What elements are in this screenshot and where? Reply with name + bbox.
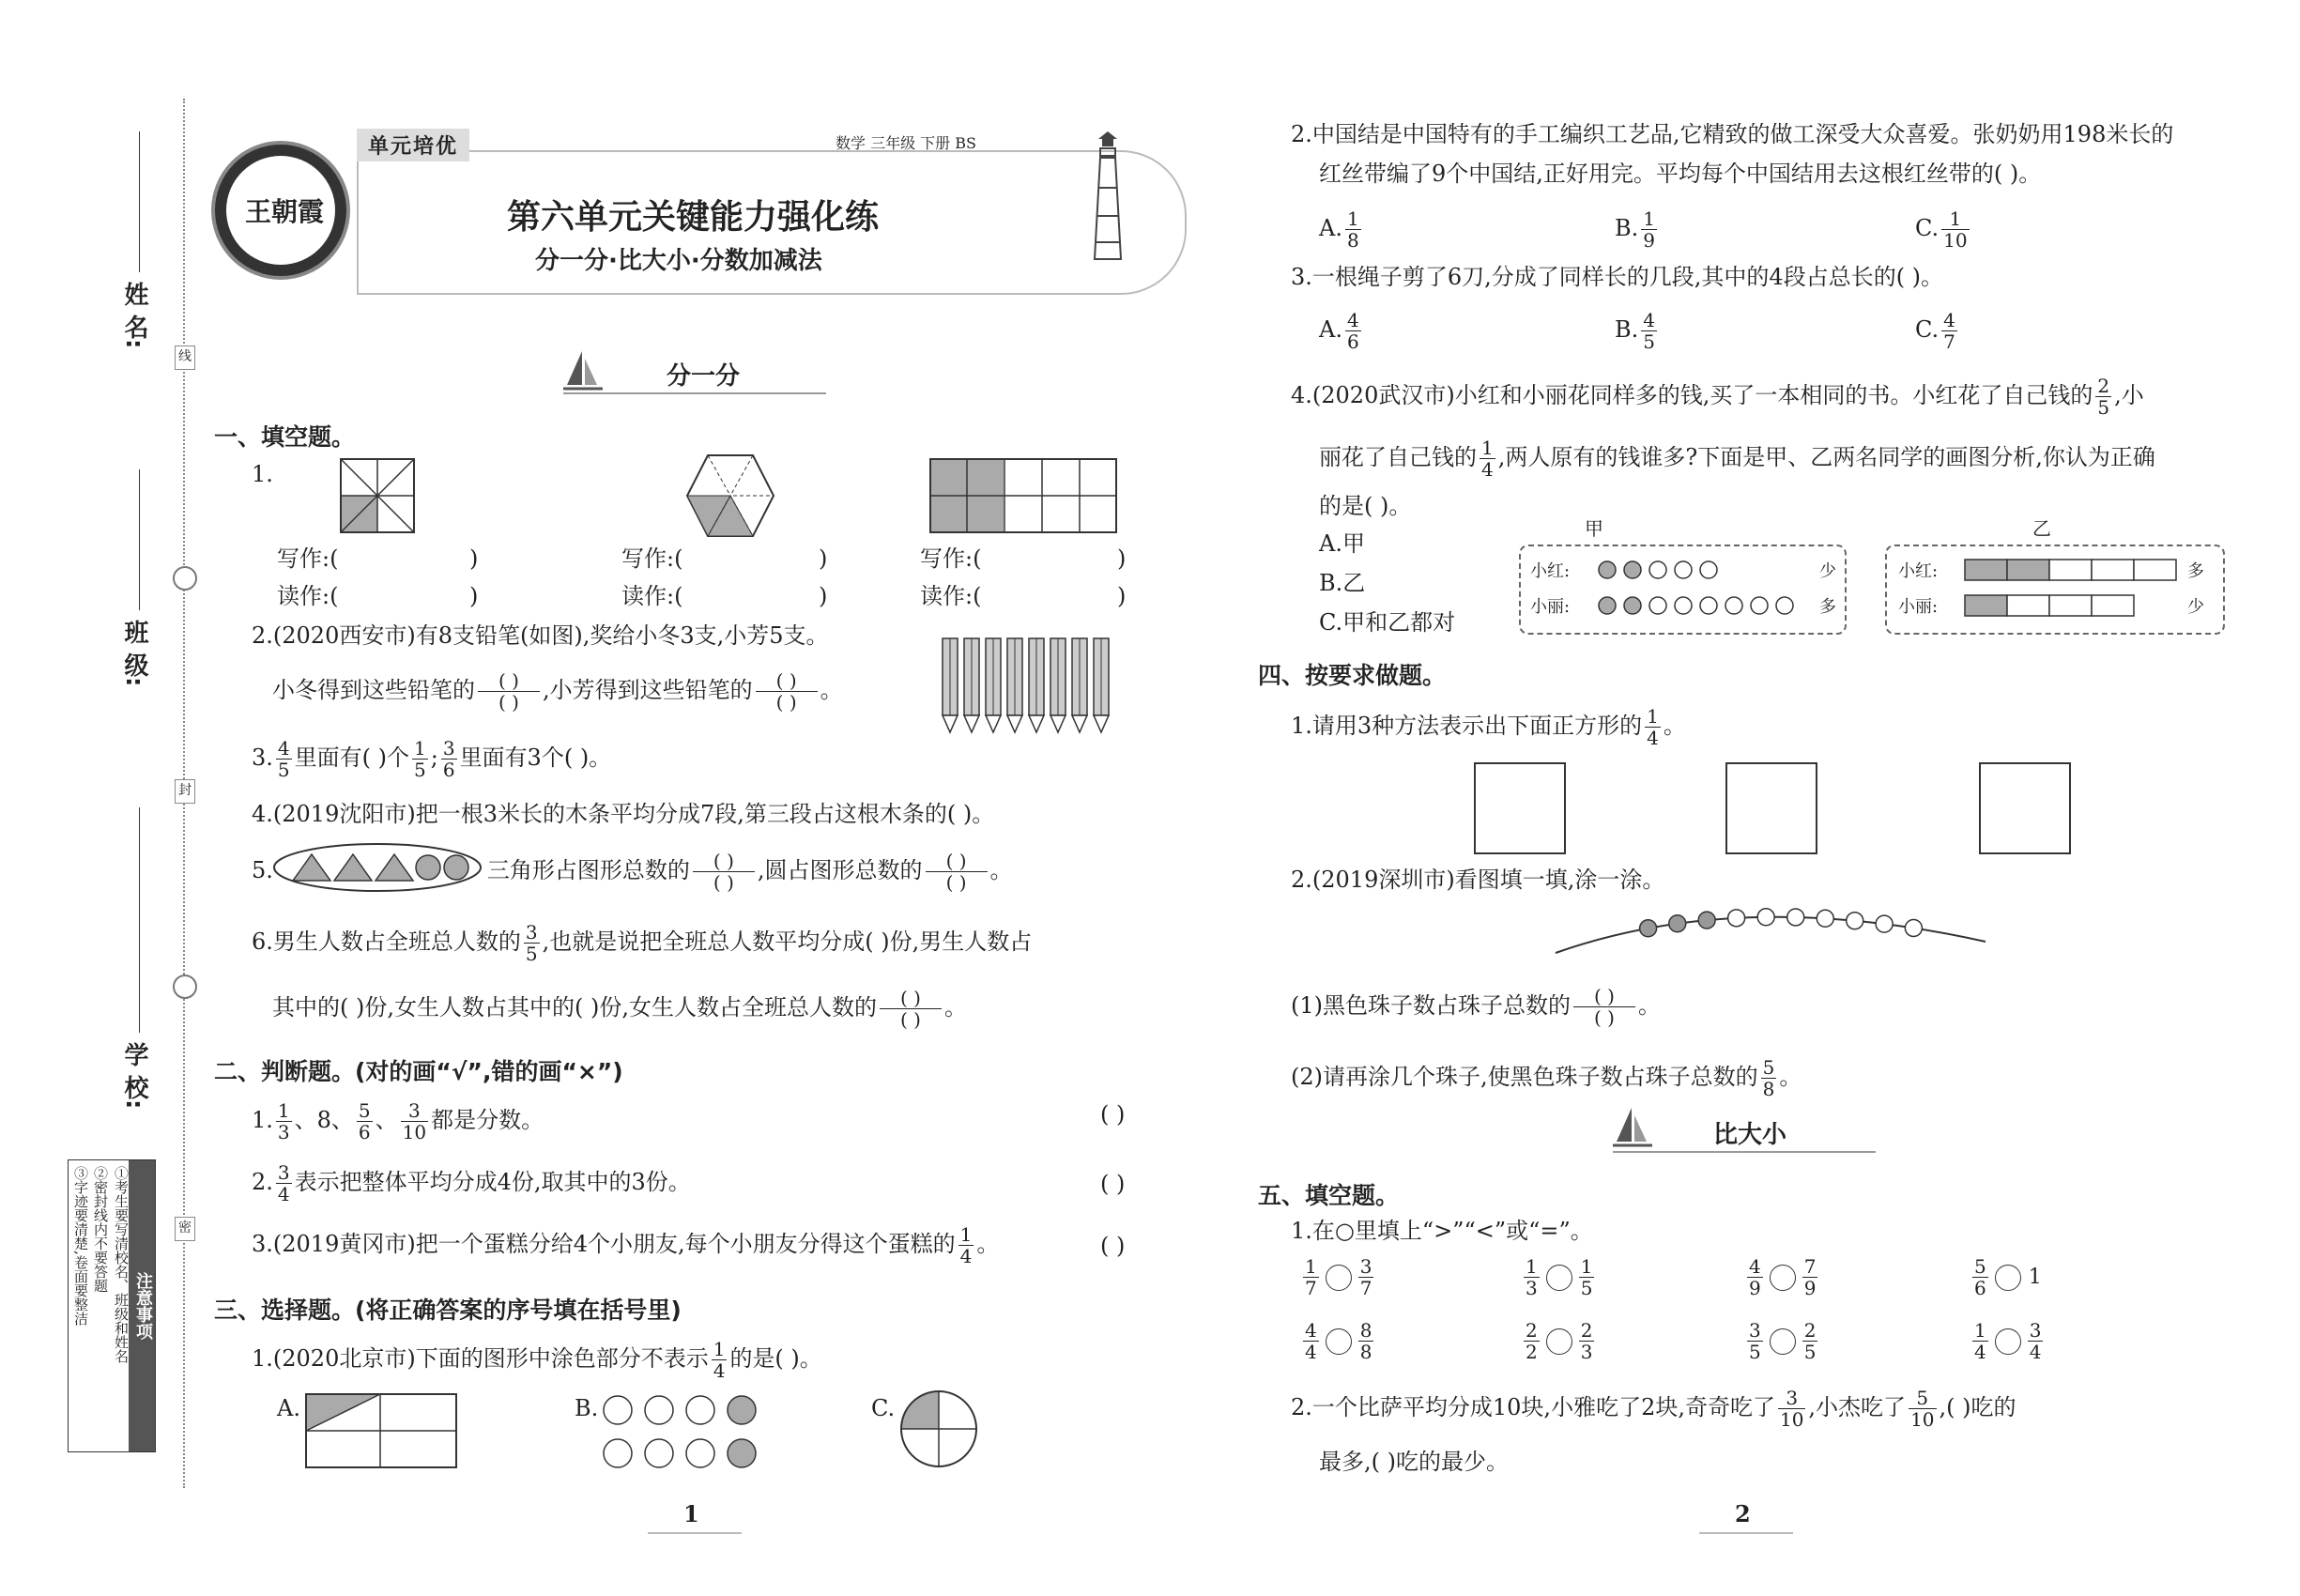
- judge-item: 2. $\frac{3}{4}$ 表示把整体平均分成4份,取其中的3份。: [252, 1161, 691, 1205]
- class-field[interactable]: [139, 469, 140, 610]
- diagram-label: 甲: [1585, 517, 1603, 540]
- answer-close-paren: ): [1117, 545, 1127, 572]
- sailboat-icon: [1613, 1106, 1652, 1153]
- option-choice[interactable]: A.甲: [1319, 530, 1365, 557]
- part-heading: 四、按要求做题。: [1258, 662, 1447, 689]
- diagram-label: 乙: [2032, 517, 2051, 540]
- brand-logo: [211, 141, 350, 280]
- question-text: 1.(2020北京市)下面的图形中涂色部分不表示 $\frac{1}{4}$ 的是( )。: [252, 1338, 822, 1382]
- question-text: 4.(2019沈阳市)把一根3米长的木条平均分成7段,第三段占这根木条的( )。: [252, 801, 995, 827]
- question-text: (1)黑色珠子数占珠子总数的 ( ) ( ) 。: [1291, 985, 1661, 1029]
- pencil-icon: [1072, 638, 1087, 732]
- bead-icon: [1787, 909, 1804, 926]
- question-text: 2.(2020西安市)有8支铅笔(如图),奖给小冬3支,小芳5支。: [252, 622, 829, 649]
- bead-icon: [1669, 915, 1686, 932]
- row-tag: 多: [2187, 561, 2204, 581]
- dot-icon: [1675, 597, 1692, 614]
- bead-icon: [1728, 910, 1745, 927]
- octant-square-figure: [340, 458, 415, 533]
- section-underline: [563, 392, 826, 394]
- series-badge: 单元培优: [357, 129, 469, 161]
- dot-icon: [1700, 561, 1717, 578]
- school-label: 学 校:: [120, 1042, 148, 1110]
- notice-item: ②密封线内不要答题: [92, 1166, 109, 1293]
- compare-circle[interactable]: [1546, 1265, 1572, 1291]
- judge-item: 1. $\frac{1}{3}$ 、8、 $\frac{5}{6}$ 、 $\frac{3}{10}$ 都是分数。: [252, 1099, 544, 1143]
- sailboat-icon: [563, 349, 603, 396]
- dot-icon: [1649, 561, 1666, 578]
- pencils-figure: [939, 635, 1117, 738]
- page-ornament: [1699, 1532, 1793, 1534]
- question-text: 6.男生人数占全班总人数的 $\frac{3}{5}$ ,也就是说把全班总人数平均分成( )份,男生人数占: [252, 921, 1033, 965]
- class-label: 班 级:: [120, 620, 148, 687]
- compare-item[interactable]: $\frac{1}{4}$ $\frac{3}{4}$: [1974, 1319, 2042, 1363]
- bead-icon: [1817, 910, 1833, 927]
- write-label: 写作:(: [621, 545, 683, 572]
- page-title: 第六单元关键能力强化练: [507, 198, 880, 237]
- notice-title: 注意事项: [129, 1160, 155, 1451]
- bead-icon: [1698, 912, 1715, 928]
- answer-close-paren: ): [819, 583, 828, 609]
- compare-item[interactable]: $\frac{1}{3}$ $\frac{1}{5}$: [1526, 1255, 1593, 1299]
- compare-item[interactable]: $\frac{2}{2}$ $\frac{2}{3}$: [1526, 1319, 1593, 1363]
- drawing-square[interactable]: [1474, 762, 1566, 854]
- pencil-icon: [1094, 638, 1109, 732]
- binding-ring: [173, 974, 197, 999]
- notice-item: ①考生要写清校名、班级和姓名: [113, 1166, 130, 1363]
- row-tag: 少: [1819, 561, 1836, 581]
- part-heading: 五、填空题。: [1258, 1182, 1400, 1209]
- bead-icon: [1876, 915, 1893, 932]
- shapes-oval-figure: [272, 841, 483, 894]
- option-choice[interactable]: B. $\frac{1}{9}$: [1615, 207, 1655, 252]
- option-choice[interactable]: B. $\frac{4}{5}$: [1615, 309, 1655, 353]
- pencil-icon: [1050, 638, 1066, 732]
- question-text: 4.(2020武汉市)小红和小丽花同样多的钱,买了一本相同的书。小红花了自己钱的 $\frac{2}{5}$ ,小: [1291, 375, 2144, 419]
- question-text: 2.中国结是中国特有的手工编织工艺品,它精致的做工深受大众喜爱。张奶奶用198米长的: [1291, 121, 2174, 147]
- compare-item[interactable]: $\frac{4}{4}$ $\frac{8}{8}$: [1305, 1319, 1372, 1363]
- seal-char: 密: [175, 1217, 195, 1241]
- answer-close-paren: ): [469, 545, 479, 572]
- beads-figure: [1554, 897, 1995, 972]
- page-number: 1: [683, 1500, 699, 1527]
- pencil-icon: [1007, 638, 1022, 732]
- school-field[interactable]: [139, 807, 140, 1033]
- drawing-square[interactable]: [1725, 762, 1817, 854]
- row-label: 小丽:: [1898, 597, 1939, 617]
- judge-answer-paren[interactable]: ( ): [1100, 1101, 1126, 1128]
- compare-circle[interactable]: [1326, 1265, 1352, 1291]
- option-choice[interactable]: C.甲和乙都对: [1319, 609, 1456, 636]
- option-choice[interactable]: A. $\frac{1}{8}$: [1319, 207, 1359, 252]
- answer-close-paren: ): [469, 583, 479, 609]
- dot-icon: [1624, 597, 1641, 614]
- grid-rectangle-figure: [929, 458, 1117, 533]
- seal-char: 线: [175, 345, 195, 370]
- read-label: 读作:(: [621, 583, 683, 609]
- dot-icon: [1725, 597, 1742, 614]
- compare-item[interactable]: $\frac{4}{9}$ $\frac{7}{9}$: [1749, 1255, 1817, 1299]
- option-a-figure: [305, 1393, 457, 1468]
- section-underline: [1613, 1151, 1876, 1153]
- judge-item: 3.(2019黄冈市)把一个蛋糕分给4个小朋友,每个小朋友分得这个蛋糕的 $\frac{1}{4}$ 。: [252, 1223, 1000, 1267]
- compare-circle[interactable]: [1770, 1265, 1796, 1291]
- write-label: 写作:(: [277, 545, 339, 572]
- judge-answer-paren[interactable]: ( ): [1100, 1171, 1126, 1197]
- option-b-figure: [601, 1393, 770, 1472]
- dot-icon: [1700, 597, 1717, 614]
- compare-circle[interactable]: [1546, 1328, 1572, 1355]
- question-text: 1.请用3种方法表示出下面正方形的 $\frac{1}{4}$ 。: [1291, 705, 1686, 749]
- pencil-icon: [1029, 638, 1044, 732]
- row-tag: 少: [2187, 597, 2204, 617]
- drawing-square[interactable]: [1979, 762, 2071, 854]
- part-heading: 三、选择题。(将正确答案的序号填在括号里): [214, 1297, 682, 1324]
- question-text: 丽花了自己钱的 $\frac{1}{4}$ ,两人原有的钱谁多?下面是甲、乙两名同学的画图分析,你认为正确: [1319, 437, 2155, 481]
- section-title: 比大小: [1713, 1121, 1787, 1149]
- lighthouse-icon: [1089, 131, 1127, 263]
- option-choice[interactable]: C. $\frac{1}{10}$: [1915, 207, 1968, 252]
- dot-icon: [1649, 597, 1666, 614]
- option-label[interactable]: A.: [277, 1395, 300, 1421]
- write-label: 写作:(: [920, 545, 982, 572]
- question-text: 最多,( )吃的最少。: [1319, 1449, 1509, 1475]
- pencil-icon: [986, 638, 1001, 732]
- notice-item: ③字迹要清楚,卷面要整洁: [72, 1166, 89, 1326]
- question-text: (2)请再涂几个珠子,使黑色珠子数占珠子总数的 $\frac{5}{8}$ 。: [1291, 1056, 1802, 1100]
- dot-icon: [1599, 597, 1616, 614]
- option-choice[interactable]: B.乙: [1319, 570, 1366, 596]
- section-title: 分一分: [667, 362, 741, 391]
- bead-icon: [1847, 913, 1863, 929]
- bead-icon: [1640, 920, 1657, 937]
- hexagon-figure: [685, 453, 775, 538]
- page-ornament: [648, 1532, 742, 1534]
- question-text: 小冬得到这些铅笔的 ( ) ( ) ,小芳得到这些铅笔的 ( ) ( ) 。: [272, 669, 843, 714]
- bead-icon: [1905, 919, 1922, 936]
- question-text: 5. 三角形占图形总数的 ( ) ( ) ,圆占图形总数的 ( ) ( ) 。: [252, 850, 1013, 894]
- compare-circle[interactable]: [1326, 1328, 1352, 1355]
- seal-char: 封: [175, 779, 195, 804]
- compare-item[interactable]: $\frac{1}{7}$ $\frac{3}{7}$: [1305, 1255, 1372, 1299]
- option-choice[interactable]: C. $\frac{4}{7}$: [1915, 309, 1955, 353]
- option-label[interactable]: C.: [871, 1395, 896, 1421]
- question-text: 的是( )。: [1319, 493, 1412, 519]
- question-text: 3.一根绳子剪了6刀,分成了同样长的几段,其中的4段占总长的( )。: [1291, 264, 1944, 290]
- read-label: 读作:(: [920, 583, 982, 609]
- question-text: 3. $\frac{4}{5}$ 里面有( )个 $\frac{1}{5}$ ; $\frac{3}{6}$ 里面有3个( )。: [252, 737, 612, 781]
- question-number: 1.: [252, 461, 273, 487]
- diagram-jia: [1519, 545, 1847, 635]
- option-label[interactable]: B.: [575, 1395, 599, 1421]
- question-text: 2.一个比萨平均分成10块,小雅吃了2块,奇奇吃了 $\frac{3}{10}$ ,小杰吃了 $\frac{5}{10}$ ,( )吃的: [1291, 1387, 2016, 1431]
- compare-item[interactable]: $\frac{3}{5}$ $\frac{2}{5}$: [1749, 1319, 1817, 1363]
- compare-item[interactable]: $\frac{5}{6}$ 1: [1974, 1255, 2042, 1299]
- page-number: 2: [1735, 1500, 1751, 1527]
- row-label: 小丽:: [1530, 597, 1571, 617]
- option-choice[interactable]: A. $\frac{4}{6}$: [1319, 309, 1359, 353]
- dot-icon: [1751, 597, 1768, 614]
- binding-ring: [173, 566, 197, 591]
- question-text: 2.(2019深圳市)看图填一填,涂一涂。: [1291, 867, 1665, 893]
- header-meta: 数学 三年级 下册 BS: [836, 134, 976, 152]
- compare-circle[interactable]: [1995, 1328, 2021, 1355]
- dot-icon: [1624, 561, 1641, 578]
- dot-icon: [1599, 561, 1616, 578]
- option-c-figure: [899, 1389, 978, 1468]
- brand-name: 王朝霞: [244, 196, 324, 227]
- part-heading: 二、判断题。(对的画“√”,错的画“×”): [214, 1058, 623, 1085]
- dot-icon: [1675, 561, 1692, 578]
- dot-icon: [1776, 597, 1793, 614]
- pencil-icon: [943, 638, 958, 732]
- question-text: 红丝带编了9个中国结,正好用完。平均每个中国结用去这根红丝带的( )。: [1319, 161, 2042, 187]
- question-text: 1.在○里填上“>”“<”或“=”。: [1291, 1218, 1593, 1244]
- row-tag: 多: [1819, 597, 1836, 617]
- diagram-yi: [1885, 545, 2225, 635]
- judge-answer-paren[interactable]: ( ): [1100, 1233, 1126, 1259]
- row-label: 小红:: [1530, 561, 1571, 581]
- answer-close-paren: ): [1117, 583, 1127, 609]
- compare-circle[interactable]: [1995, 1265, 2021, 1291]
- notice-box: [68, 1159, 156, 1452]
- pencil-icon: [964, 638, 979, 732]
- part-heading: 一、填空题。: [214, 423, 356, 451]
- row-label: 小红:: [1898, 561, 1939, 581]
- read-label: 读作:(: [277, 583, 339, 609]
- page-subtitle: 分一分·比大小·分数加减法: [535, 247, 822, 275]
- compare-circle[interactable]: [1770, 1328, 1796, 1355]
- question-text: 其中的( )份,女生人数占其中的( )份,女生人数占全班总人数的 ( ) ( ) 。: [272, 987, 967, 1031]
- name-field[interactable]: [139, 131, 140, 272]
- bead-icon: [1757, 909, 1774, 926]
- name-label: 姓 名:: [120, 282, 148, 349]
- answer-close-paren: ): [819, 545, 828, 572]
